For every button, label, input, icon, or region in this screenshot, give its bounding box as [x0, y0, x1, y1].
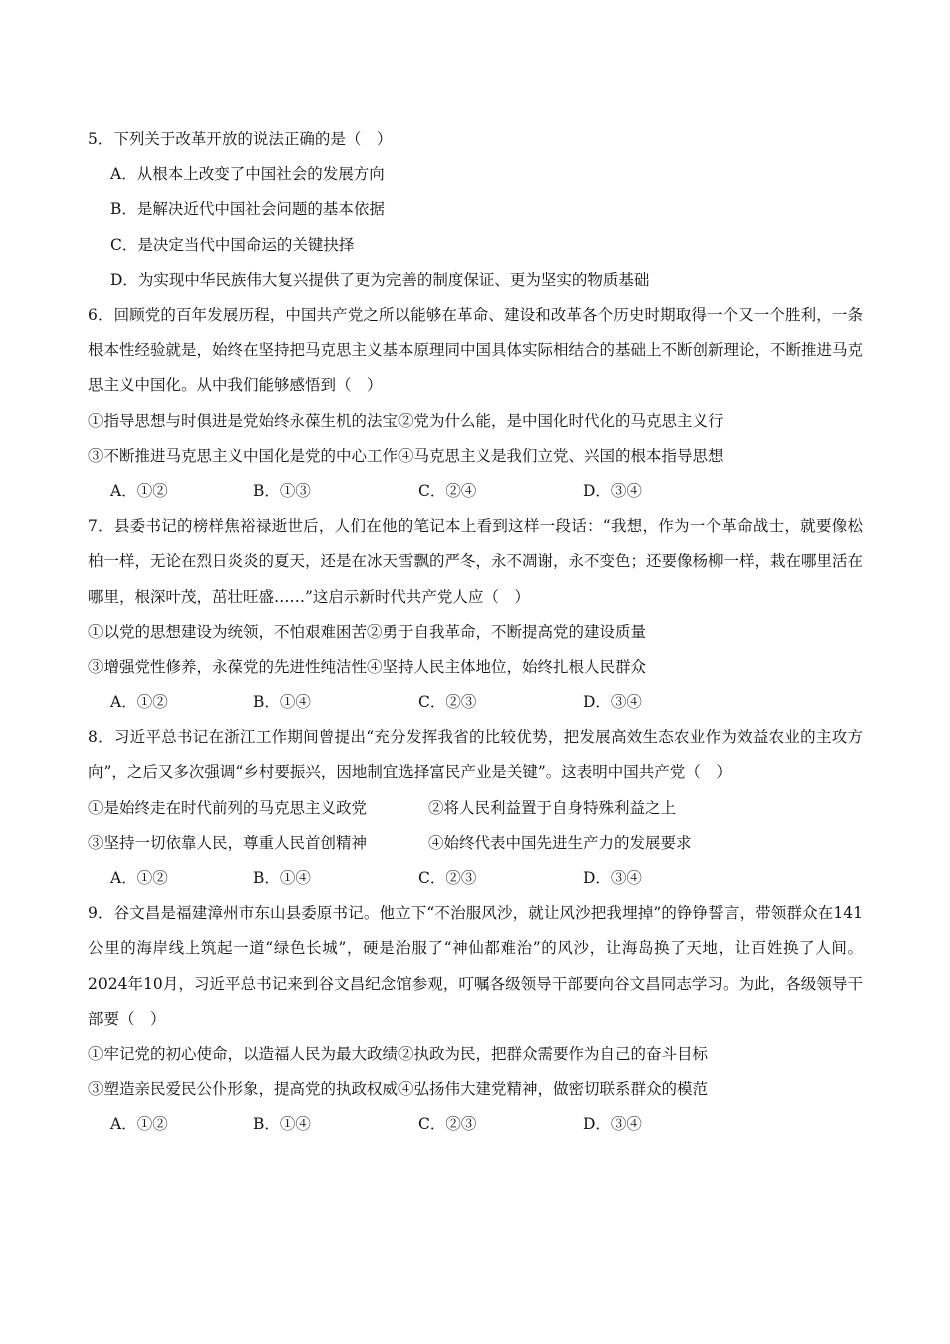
question-8-statements-row-1 — [88, 791, 863, 826]
question-5-option-b: B．是解决近代中国社会问题的基本依据 — [110, 200, 385, 219]
question-9 — [88, 896, 863, 1142]
question-8-statements-row-2 — [88, 826, 863, 861]
question-9-statements-2: ③塑造亲民爱民公仆形象，提高党的执政权威④弘扬伟大建党精神，做密切联系群众的模范 — [88, 1080, 709, 1099]
question-9-choice-b: B．①④ — [253, 1115, 311, 1134]
question-6 — [88, 298, 863, 509]
question-7-statements-2: ③增强党性修养，永葆党的先进性纯洁性④坚持人民主体地位，始终扎根人民群众 — [88, 657, 647, 676]
question-6-choice-b: B．①③ — [253, 481, 311, 500]
question-6-choices — [88, 474, 863, 509]
question-6-statements-1: ①指导思想与时俱进是党始终永葆生机的法宝②党为什么能，是中国化时代化的马克思主义行 — [88, 411, 724, 430]
question-8-statement-1: ①是始终走在时代前列的马克思主义政党 — [88, 798, 368, 817]
question-6-statements-2: ③不断推进马克思主义中国化是党的中心工作④马克思主义是我们立党、兴国的根本指导思想 — [88, 446, 724, 465]
question-5-option-c: C．是决定当代中国命运的关键抉择 — [110, 235, 355, 254]
question-8-choice-b: B．①④ — [253, 869, 311, 888]
question-7-choice-d: D．③④ — [583, 693, 642, 712]
question-5-option-d: D．为实现中华民族伟大复兴提供了更为完善的制度保证、更为坚实的物质基础 — [110, 270, 650, 289]
question-6-stem: 6．回顾党的百年发展历程，中国共产党之所以能够在革命、建设和改革各个历史时期取得一个又一个胜利，一条根本性经验就是，始终在坚持把马克思主义基本原理同中国具体实际相结合的基础上不断创新理论，不断推进马克思主义中国化。从中我们能够感悟到（ ） — [88, 305, 864, 395]
question-9-choices — [88, 1107, 863, 1142]
question-8 — [88, 720, 863, 896]
question-8-choice-c: C．②③ — [418, 869, 477, 888]
question-5 — [88, 122, 863, 298]
question-7-statements-1: ①以党的思想建设为统领，不怕艰难困苦②勇于自我革命，不断提高党的建设质量 — [88, 622, 647, 641]
question-9-choice-a: A．①② — [110, 1115, 168, 1134]
question-7-choice-c: C．②③ — [418, 693, 477, 712]
question-5-stem: 5．下列关于改革开放的说法正确的是（ ） — [88, 130, 393, 148]
question-7-choice-b: B．①④ — [253, 693, 311, 712]
question-7-stem: 7．县委书记的榜样焦裕禄逝世后，人们在他的笔记本上看到这样一段话：“我想，作为一个革命战士，就要像松柏一样，无论在烈日炎炎的夏天，还是在冰天雪飘的严冬，永不凋谢，永不变色；还要像杨柳一样，栽在哪里活在哪里，根深叶茂，茁壮旺盛……”这启示新时代共产党人应（ ） — [88, 517, 864, 606]
question-8-statement-4: ④始终代表中国先进生产力的发展要求 — [428, 833, 692, 852]
question-9-statements-1: ①牢记党的初心使命，以造福人民为最大政绩②执政为民，把群众需要作为自己的奋斗目标 — [88, 1045, 709, 1064]
question-8-choice-d: D．③④ — [583, 869, 642, 888]
question-9-stem: 9．谷文昌是福建漳州市东山县委原书记。他立下“不治服风沙，就让风沙把我埋掉”的铮铮誓言，带领群众在141公里的海岸线上筑起一道“绿色长城”，硬是治服了“神仙都难治”的风沙，让海岛换了天地，让百姓换了人间。2024年10月，习近平总书记来到谷文昌纪念馆参观，叮嘱各级领导干部要向谷文昌同志学习。为此，各级领导干部要（ ） — [88, 904, 863, 1028]
question-8-stem: 8．习近平总书记在浙江工作期间曾提出“充分发挥我省的比较优势，把发展高效生态农业作为效益农业的主攻方向”，之后又多次强调“乡村要振兴，因地制宜选择富民产业是关键”。这表明中国共产党（ ） — [88, 728, 863, 782]
question-8-statement-3: ③坚持一切依靠人民，尊重人民首创精神 — [88, 833, 368, 852]
question-5-option-a: A．从根本上改变了中国社会的发展方向 — [110, 165, 385, 184]
question-8-choices — [88, 861, 863, 896]
question-6-choice-d: D．③④ — [583, 481, 642, 500]
question-7 — [88, 509, 863, 720]
question-9-choice-c: C．②③ — [418, 1115, 477, 1134]
question-9-choice-d: D．③④ — [583, 1115, 642, 1134]
question-7-choice-a: A．①② — [110, 693, 168, 712]
question-6-choice-a: A．①② — [110, 481, 168, 500]
question-6-choice-c: C．②④ — [418, 481, 477, 500]
question-8-statement-2: ②将人民利益置于自身特殊利益之上 — [428, 798, 677, 817]
question-list — [88, 122, 863, 1143]
question-7-choices — [88, 685, 863, 720]
question-8-choice-a: A．①② — [110, 869, 168, 888]
